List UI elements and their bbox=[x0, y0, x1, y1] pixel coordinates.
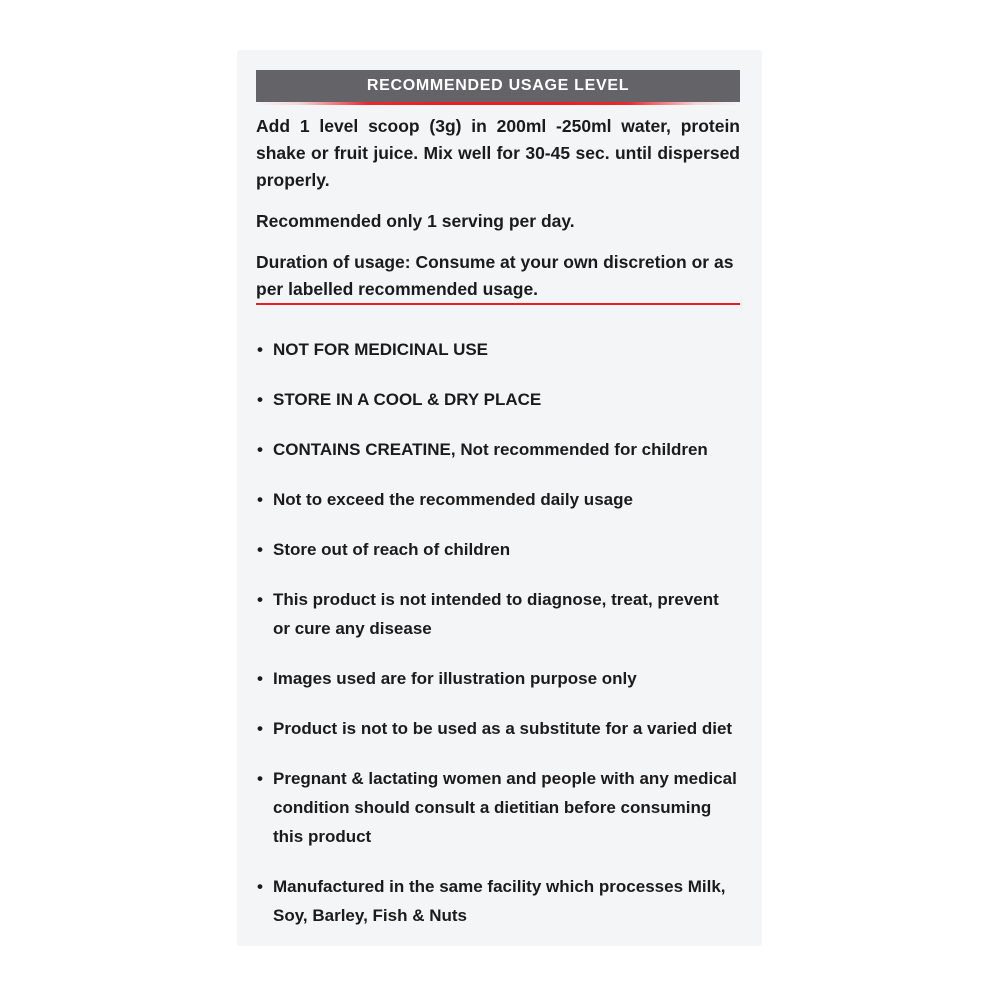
list-item-label: Not to exceed the recommended daily usage bbox=[273, 490, 633, 509]
bullet-dot-icon: • bbox=[257, 440, 263, 459]
list-item-label: NOT FOR MEDICINAL USE bbox=[273, 340, 489, 359]
list-item-label: Manufactured in the same facility which processes Milk, Soy, Barley, Fish & Nuts bbox=[273, 877, 726, 925]
card-header bbox=[256, 70, 740, 105]
list-item-label: STORE IN A COOL & DRY PLACE bbox=[273, 390, 542, 409]
list-item bbox=[256, 664, 740, 693]
recommended-usage-card bbox=[237, 50, 762, 946]
section-divider bbox=[256, 303, 740, 305]
list-item-label: Store out of reach of children bbox=[273, 540, 511, 559]
bullet-dot-icon: • bbox=[257, 490, 263, 509]
bullet-dot-icon: • bbox=[257, 540, 263, 559]
bullet-dot-icon: • bbox=[257, 590, 263, 609]
list-item bbox=[256, 714, 740, 743]
list-item-label: Pregnant & lactating women and people with any medical condition should consult a dietitian before consuming this product bbox=[273, 769, 737, 846]
list-item bbox=[256, 535, 740, 564]
list-item bbox=[256, 764, 740, 851]
card-header-title: RECOMMENDED USAGE LEVEL bbox=[256, 70, 740, 102]
list-item-label: This product is not intended to diagnose, treat, prevent or cure any disease bbox=[273, 590, 719, 638]
bullet-dot-icon: • bbox=[257, 769, 263, 788]
bullet-dot-icon: • bbox=[257, 669, 263, 688]
header-red-underline bbox=[256, 102, 740, 105]
list-item-label: CONTAINS CREATINE, Not recommended for children bbox=[273, 440, 708, 459]
list-item bbox=[256, 485, 740, 514]
list-item-label: Product is not to be used as a substitute for a varied diet bbox=[273, 719, 733, 738]
bullet-dot-icon: • bbox=[257, 390, 263, 409]
usage-instructions bbox=[256, 113, 740, 303]
usage-paragraph: Add 1 level scoop (3g) in 200ml -250ml water, protein shake or fruit juice. Mix well for 30-45 sec. until dispersed properly. bbox=[256, 116, 740, 190]
warnings-list bbox=[256, 335, 740, 930]
bullet-dot-icon: • bbox=[257, 877, 263, 896]
list-item bbox=[256, 585, 740, 643]
list-item-label: Images used are for illustration purpose only bbox=[273, 669, 637, 688]
usage-paragraph: Recommended only 1 serving per day. bbox=[256, 211, 575, 231]
usage-paragraph: Duration of usage: Consume at your own discretion or as per labelled recommended usage. bbox=[256, 252, 734, 299]
list-item bbox=[256, 385, 740, 414]
bullet-dot-icon: • bbox=[257, 719, 263, 738]
bullet-dot-icon: • bbox=[257, 340, 263, 359]
list-item bbox=[256, 335, 740, 364]
list-item bbox=[256, 435, 740, 464]
list-item bbox=[256, 872, 740, 930]
